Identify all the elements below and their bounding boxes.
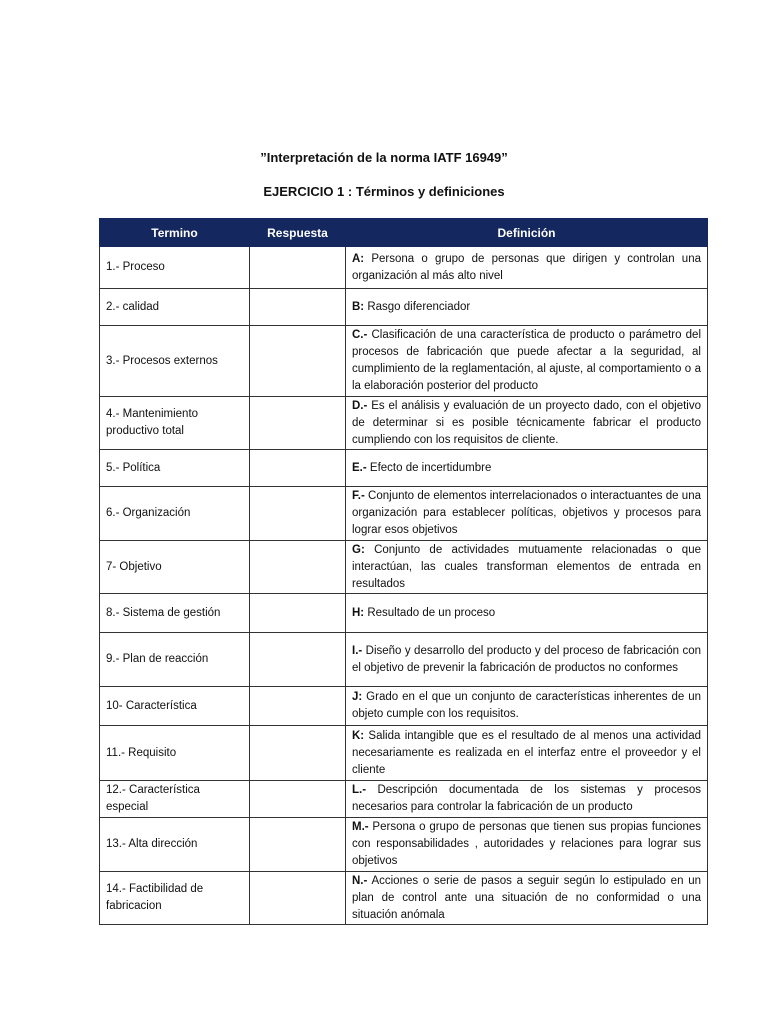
answer-cell[interactable] xyxy=(250,326,346,397)
definition-cell xyxy=(346,687,708,726)
answer-cell[interactable] xyxy=(250,872,346,925)
term-cell: 2.- calidad xyxy=(100,289,250,326)
definition-cell xyxy=(346,397,708,450)
term-cell: 7- Objetivo xyxy=(100,541,250,594)
definition-text: Salida intangible que es el resultado de al menos una actividad necesariamente es realizada en el interfaz entre el proveedor y el cliente xyxy=(352,729,701,776)
definition-cell xyxy=(346,289,708,326)
exercise-title: EJERCICIO 1 : Términos y definiciones xyxy=(263,184,505,199)
table-header-row xyxy=(100,219,708,247)
term-cell: 13.- Alta dirección xyxy=(100,818,250,872)
definition-letter: N.- xyxy=(352,874,368,887)
column-header-answer: Respuesta xyxy=(250,219,346,247)
definition-text: Efecto de incertidumbre xyxy=(366,461,492,474)
table-row xyxy=(100,450,708,487)
term-cell: 10- Característica xyxy=(100,687,250,726)
answer-cell[interactable] xyxy=(250,687,346,726)
term-cell: 3.- Procesos externos xyxy=(100,326,250,397)
definition-text: Acciones o serie de pasos a seguir según lo estipulado en un plan de control ante una situación de no conformidad o una situación anómala xyxy=(352,874,701,921)
table-row xyxy=(100,781,708,818)
definition-text: Rasgo diferenciador xyxy=(364,300,471,313)
column-header-definition: Definición xyxy=(346,219,708,247)
definition-letter: L.- xyxy=(352,784,367,796)
definition-text: Descripción documentada de los sistemas y procesos necesarios para controlar la fabricación de un producto xyxy=(352,784,701,813)
table-row xyxy=(100,289,708,326)
definition-letter: E.- xyxy=(352,461,367,474)
definition-cell xyxy=(346,781,708,818)
table-row xyxy=(100,726,708,781)
answer-cell[interactable] xyxy=(250,247,346,289)
term-cell: 11.- Requisito xyxy=(100,726,250,781)
term-cell: 4.- Mantenimiento productivo total xyxy=(100,397,250,450)
definition-cell xyxy=(346,594,708,633)
definition-cell xyxy=(346,326,708,397)
page-title: ”Interpretación de la norma IATF 16949” xyxy=(260,150,508,165)
definition-text: Resultado de un proceso xyxy=(364,606,496,619)
answer-cell[interactable] xyxy=(250,594,346,633)
definition-letter: J: xyxy=(352,691,363,703)
answer-cell[interactable] xyxy=(250,289,346,326)
definition-text: Persona o grupo de personas que dirigen y controlan una organización al más alto nivel xyxy=(352,252,701,282)
definition-cell xyxy=(346,818,708,872)
definition-letter: D.- xyxy=(352,399,368,412)
answer-cell[interactable] xyxy=(250,818,346,872)
definition-text: Conjunto de elementos interrelacionados o interactuantes de una organización para establecer políticas, objetivos y procesos para lograr esos objetivos xyxy=(352,490,701,536)
term-cell: 14.- Factibilidad de fabricacion xyxy=(100,872,250,925)
definition-letter: I.- xyxy=(352,644,363,657)
answer-cell[interactable] xyxy=(250,487,346,541)
definition-text: Grado en el que un conjunto de características inherentes de un objeto cumple con los requisitos. xyxy=(352,691,701,720)
terms-table xyxy=(99,218,708,925)
definition-cell xyxy=(346,633,708,687)
table-row xyxy=(100,541,708,594)
answer-cell[interactable] xyxy=(250,781,346,818)
term-cell: 5.- Política xyxy=(100,450,250,487)
definition-text: Conjunto de actividades mutuamente relacionadas o que interactúan, las cuales transforman elementos de entrada en resultados xyxy=(352,543,701,590)
answer-cell[interactable] xyxy=(250,726,346,781)
definition-text: Persona o grupo de personas que tienen sus propias funciones con responsabilidades , autoridades y relaciones para lograr sus objetivos xyxy=(352,821,701,867)
answer-cell[interactable] xyxy=(250,450,346,487)
definition-cell xyxy=(346,487,708,541)
definition-letter: C.- xyxy=(352,329,368,341)
answer-cell[interactable] xyxy=(250,633,346,687)
definition-text: Es el análisis y evaluación de un proyecto dado, con el objetivo de determinar si es posible técnicamente fabricar el producto cumpliendo con los requisitos de cliente. xyxy=(352,399,701,446)
answer-cell[interactable] xyxy=(250,541,346,594)
term-cell: 8.- Sistema de gestión xyxy=(100,594,250,633)
definition-letter: K: xyxy=(352,729,365,742)
table-row xyxy=(100,397,708,450)
table-row xyxy=(100,872,708,925)
definition-cell xyxy=(346,450,708,487)
table-row xyxy=(100,594,708,633)
table-row xyxy=(100,487,708,541)
definition-letter: F.- xyxy=(352,490,365,502)
table-row xyxy=(100,818,708,872)
table-row xyxy=(100,247,708,289)
column-header-term: Termino xyxy=(100,219,250,247)
table-row xyxy=(100,633,708,687)
term-cell: 6.- Organización xyxy=(100,487,250,541)
definition-text: Diseño y desarrollo del producto y del proceso de fabricación con el objetivo de prevenir la fabricación de productos no conformes xyxy=(352,644,701,674)
term-cell: 1.- Proceso xyxy=(100,247,250,289)
definition-letter: M.- xyxy=(352,821,369,833)
term-cell: 12.- Característica especial xyxy=(100,781,250,818)
definition-cell xyxy=(346,247,708,289)
answer-cell[interactable] xyxy=(250,397,346,450)
definition-cell xyxy=(346,872,708,925)
definition-cell xyxy=(346,726,708,781)
definition-text: Clasificación de una característica de producto o parámetro del procesos de fabricación que puede afectar a la seguridad, al cumplimiento de la reglamentación, al ajuste, al comportamiento o a la elaboración posterior del producto xyxy=(352,329,701,392)
table-row xyxy=(100,687,708,726)
definition-letter: A: xyxy=(352,252,365,265)
term-cell: 9.- Plan de reacción xyxy=(100,633,250,687)
definition-letter: H: xyxy=(352,606,365,619)
definition-cell xyxy=(346,541,708,594)
definition-letter: B: xyxy=(352,300,365,313)
definition-letter: G: xyxy=(352,543,365,556)
table-row xyxy=(100,326,708,397)
